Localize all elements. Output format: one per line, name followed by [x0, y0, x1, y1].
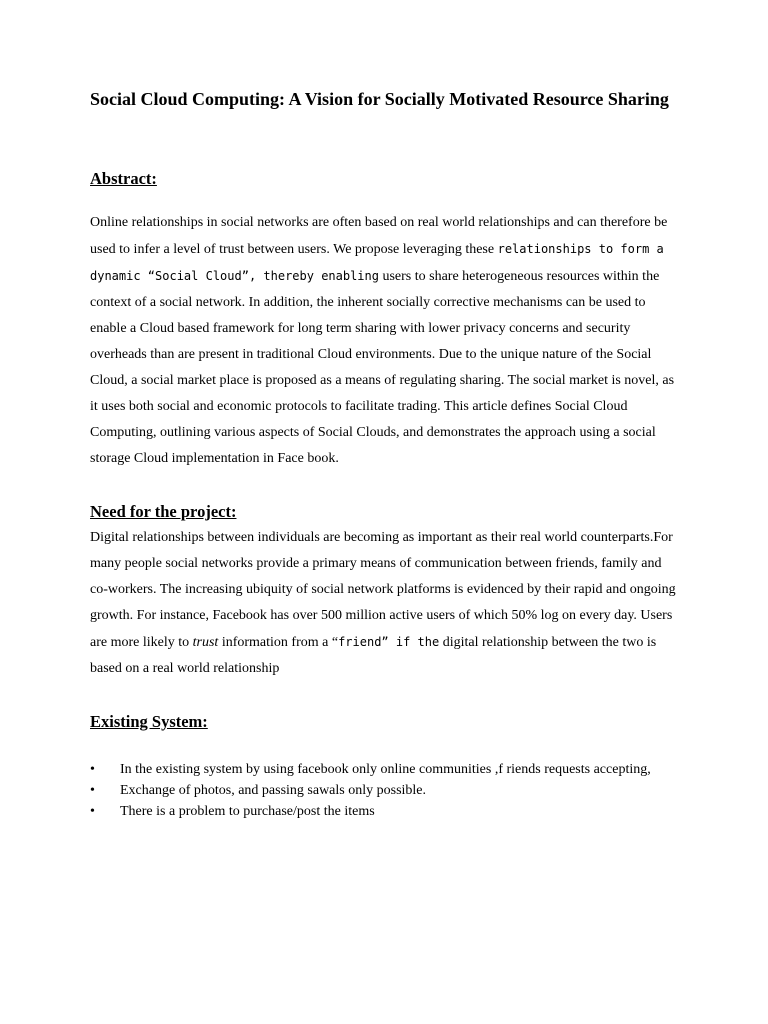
need-text-3: digital relationship between the two is based on a real world relationship — [90, 635, 657, 676]
list-item-text: Exchange of photos, and passing sawals only possible. — [120, 783, 427, 798]
abstract-text-1: Online relationships in social networks are often based on real world relationships and can therefore be used to infer a level of trust between users. We propose leveraging these — [90, 215, 668, 257]
list-item — [90, 760, 680, 780]
abstract-text-mono: relationships to form a dynamic “Social Cloud”, thereby enabling — [90, 242, 664, 283]
need-paragraph — [90, 525, 680, 682]
abstract-heading: Abstract: — [90, 169, 157, 188]
abstract-paragraph — [90, 210, 680, 472]
need-text-1: Digital relationships between individuals are becoming as important as their real world counterparts.For many people social networks provide a primary means of communication between friends, family and co-workers. The increasing ubiquity of social network platforms is evidenced by their rapid and ongoing growth. For instance, Facebook has over 500 million active users of which 50% log on every day. Users are more likely to — [90, 530, 676, 650]
list-item — [90, 802, 680, 822]
existing-heading: Existing System: — [90, 712, 208, 731]
abstract-text-2: users to share heterogeneous resources within the context of a social network. In addition, the inherent socially corrective mechanisms can be used to enable a Cloud based framework for long term sharing with lower privacy concerns and security overheads than are present in traditional Cloud environments. Due to the unique nature of the Social Cloud, a social market place is proposed as a means of regulating sharing. The social market is novel, as it uses both social and economic protocols to facilitate trading. This article defines Social Cloud Computing, outlining various aspects of Social Clouds, and demonstrates the approach using a social storage Cloud implementation in Face book. — [90, 269, 675, 466]
list-item-text: In the existing system by using facebook only online communities ,f riends requests accepting, — [120, 762, 651, 777]
list-item — [90, 781, 680, 801]
bullet-icon: • — [90, 783, 95, 798]
need-text-2: information from a “ — [218, 635, 339, 650]
need-text-mono: friend” if the — [338, 635, 440, 649]
document-page — [90, 88, 680, 823]
list-item-text: There is a problem to purchase/post the items — [120, 804, 375, 819]
bullet-icon: • — [90, 804, 95, 819]
document-title: Social Cloud Computing: A Vision for Socially Motivated Resource Sharing — [90, 89, 669, 109]
existing-bullet-list — [90, 760, 680, 822]
need-heading: Need for the project: — [90, 502, 237, 521]
need-text-emphasis: trust — [192, 635, 219, 650]
bullet-icon: • — [90, 762, 95, 777]
